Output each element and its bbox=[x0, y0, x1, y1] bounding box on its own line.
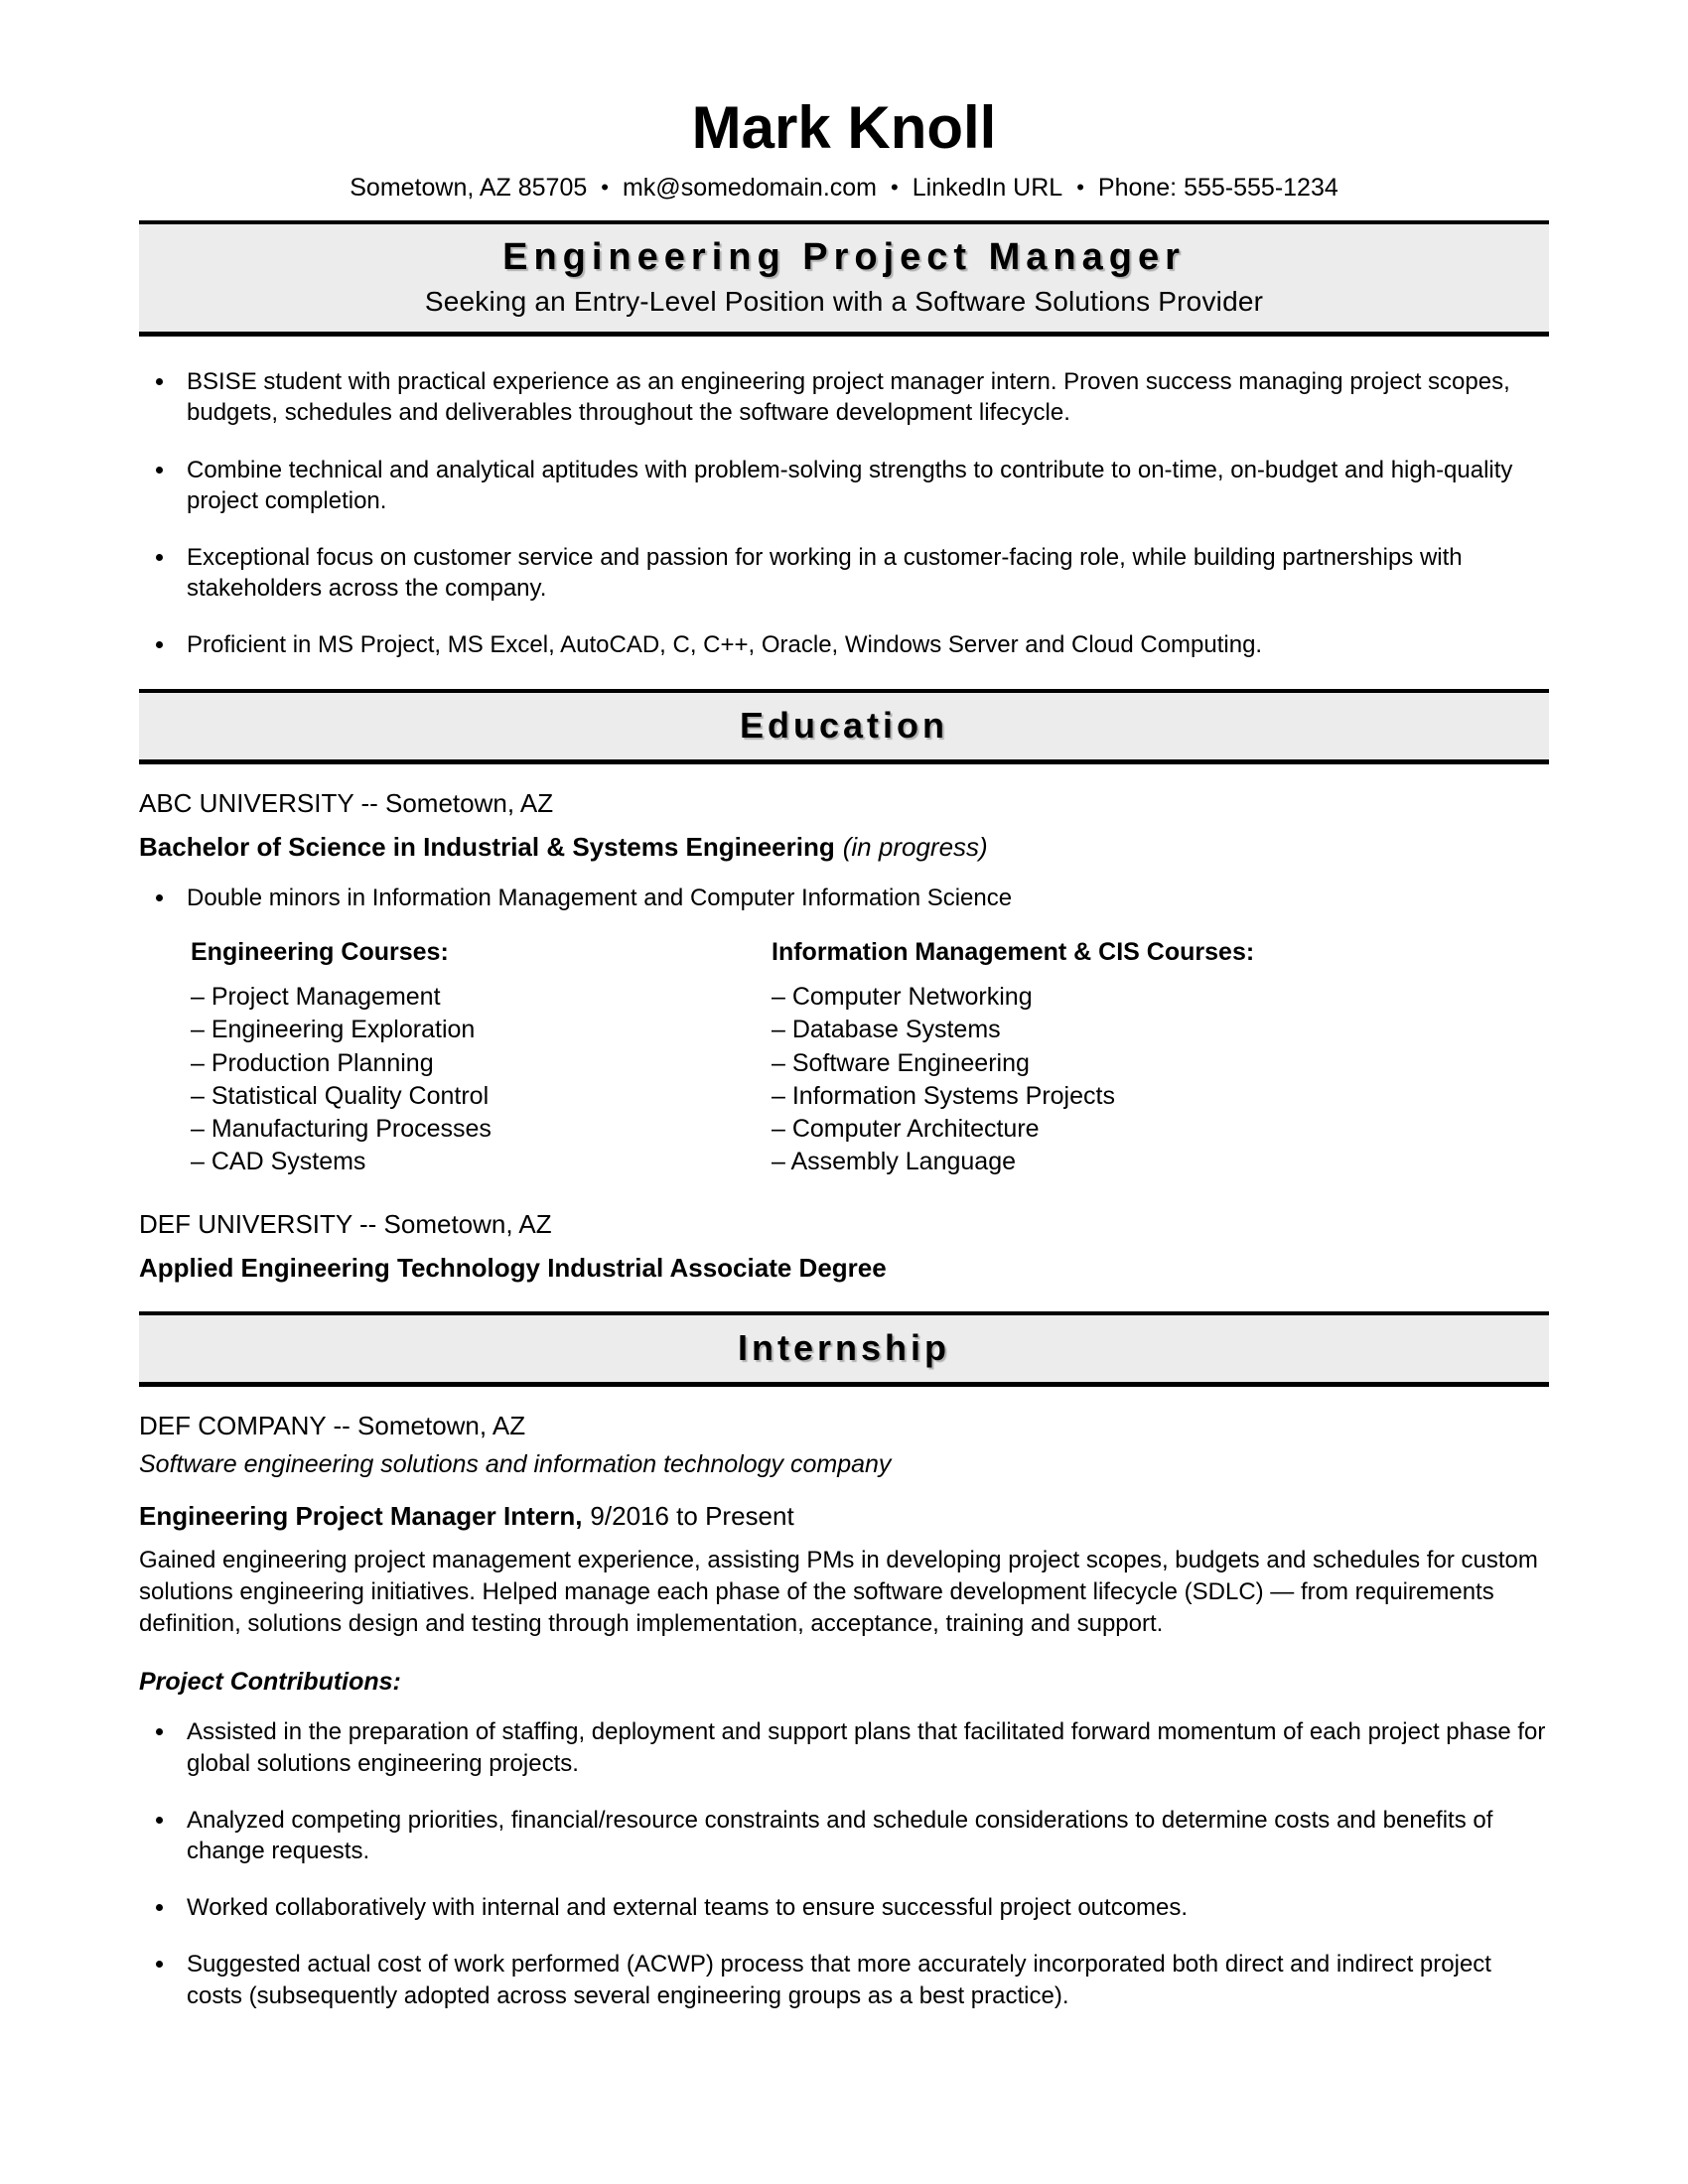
course-item: – Computer Networking bbox=[772, 983, 1033, 1012]
course-item: – Engineering Exploration bbox=[191, 1016, 476, 1044]
job-summary: Gained engineering project management experience, assisting PMs in developing project scopes, budgets and schedules for custom solutions engineering initiatives. Helped manage each phase of the software development lifecycle (SDLC) — from requirements definition, solutions design and testing through implementation, acceptance, training and support. bbox=[139, 1546, 1538, 1637]
degree-name: Bachelor of Science in Industrial & Systems Engineering bbox=[139, 832, 835, 863]
school-name: ABC UNIVERSITY -- Sometown, AZ bbox=[139, 787, 554, 818]
contact-email: mk@somedomain.com bbox=[622, 174, 877, 202]
summary-list bbox=[139, 366, 1549, 660]
contribution-item: • Suggested actual cost of work performed (ACWP) process that more accurately incorporated both direct and indirect project costs (subsequently adopted across several engineering groups as a best practice). bbox=[177, 1949, 1549, 2010]
course-item: – Production Planning bbox=[191, 1048, 434, 1077]
course-item: – Project Management bbox=[191, 983, 441, 1012]
contribution-item: • Analyzed competing priorities, financial/resource constraints and schedule considerations to determine costs and benefits of change requests. bbox=[177, 1805, 1549, 1866]
internship-band bbox=[139, 1311, 1549, 1387]
course-item: – Statistical Quality Control bbox=[191, 1081, 490, 1110]
course-item: – CAD Systems bbox=[191, 1148, 366, 1176]
engineering-courses-column bbox=[191, 936, 772, 1179]
bullet-separator-icon: • bbox=[601, 175, 609, 200]
company-description: Software engineering solutions and information technology company bbox=[139, 1449, 892, 1478]
summary-item: • Combine technical and analytical aptitudes with problem-solving strengths to contribute to on-time, on-budget and high-quality project completion. bbox=[177, 455, 1549, 516]
page-title: Mark Knoll bbox=[691, 94, 997, 161]
job-title: Engineering Project Manager Intern, bbox=[139, 1500, 583, 1531]
contact-location: Sometown, AZ 85705 bbox=[350, 174, 588, 202]
education-band bbox=[139, 689, 1549, 764]
course-items bbox=[191, 981, 772, 1179]
degree-name: Applied Engineering Technology Industrial Associate Degree bbox=[139, 1252, 887, 1283]
course-column-header: Information Management & CIS Courses: bbox=[772, 937, 1255, 966]
company-name: DEF COMPANY -- Sometown, AZ bbox=[139, 1411, 526, 1441]
bullet-separator-icon: • bbox=[891, 175, 899, 200]
section-heading-education: Education bbox=[739, 704, 948, 746]
course-item: – Database Systems bbox=[772, 1016, 1001, 1044]
school-name: DEF UNIVERSITY -- Sometown, AZ bbox=[139, 1208, 552, 1239]
section-heading-internship: Internship bbox=[737, 1326, 950, 1368]
bullet-separator-icon: • bbox=[1076, 175, 1084, 200]
contribution-item: • Worked collaboratively with internal and external teams to ensure successful project outcomes. bbox=[177, 1892, 1549, 1923]
minors-list bbox=[139, 883, 1549, 913]
degree-line bbox=[139, 832, 1549, 863]
course-item: – Software Engineering bbox=[772, 1048, 1030, 1077]
contact-line bbox=[139, 173, 1549, 203]
degree-status: (in progress) bbox=[842, 832, 988, 863]
resume-objective: Seeking an Entry-Level Position with a Software Solutions Provider bbox=[424, 285, 1264, 317]
courses-columns bbox=[139, 936, 1549, 1179]
course-items bbox=[772, 981, 1549, 1179]
contact-phone: Phone: 555-555-1234 bbox=[1097, 174, 1338, 202]
course-item: – Information Systems Projects bbox=[772, 1081, 1115, 1110]
contact-linkedin: LinkedIn URL bbox=[912, 174, 1063, 202]
course-item: – Assembly Language bbox=[772, 1148, 1017, 1176]
summary-item: • BSISE student with practical experience as an engineering project manager intern. Proven success managing project scopes, budgets, schedules and deliverables throughout the software development lifecycle. bbox=[177, 366, 1549, 428]
minors-item: • Double minors in Information Management and Computer Information Science bbox=[177, 883, 1549, 913]
course-item: – Computer Architecture bbox=[772, 1115, 1040, 1144]
resume-headline: Engineering Project Manager bbox=[502, 236, 1186, 278]
cis-courses-column bbox=[772, 936, 1549, 1179]
job-dates: 9/2016 to Present bbox=[590, 1500, 794, 1531]
summary-item: • Proficient in MS Project, MS Excel, AutoCAD, C, C++, Oracle, Windows Server and Cloud Computing. bbox=[177, 629, 1549, 660]
course-item: – Manufacturing Processes bbox=[191, 1115, 492, 1144]
contribution-item: • Assisted in the preparation of staffing, deployment and support plans that facilitated forward momentum of each project phase for global solutions engineering projects. bbox=[177, 1716, 1549, 1778]
title-band bbox=[139, 220, 1549, 337]
course-column-header: Engineering Courses: bbox=[191, 937, 449, 966]
contributions-list bbox=[139, 1716, 1549, 2010]
job-title-line bbox=[139, 1501, 1549, 1532]
summary-item: • Exceptional focus on customer service and passion for working in a customer-facing role, while building partnerships with stakeholders across the company. bbox=[177, 542, 1549, 604]
contributions-heading: Project Contributions: bbox=[139, 1668, 401, 1697]
